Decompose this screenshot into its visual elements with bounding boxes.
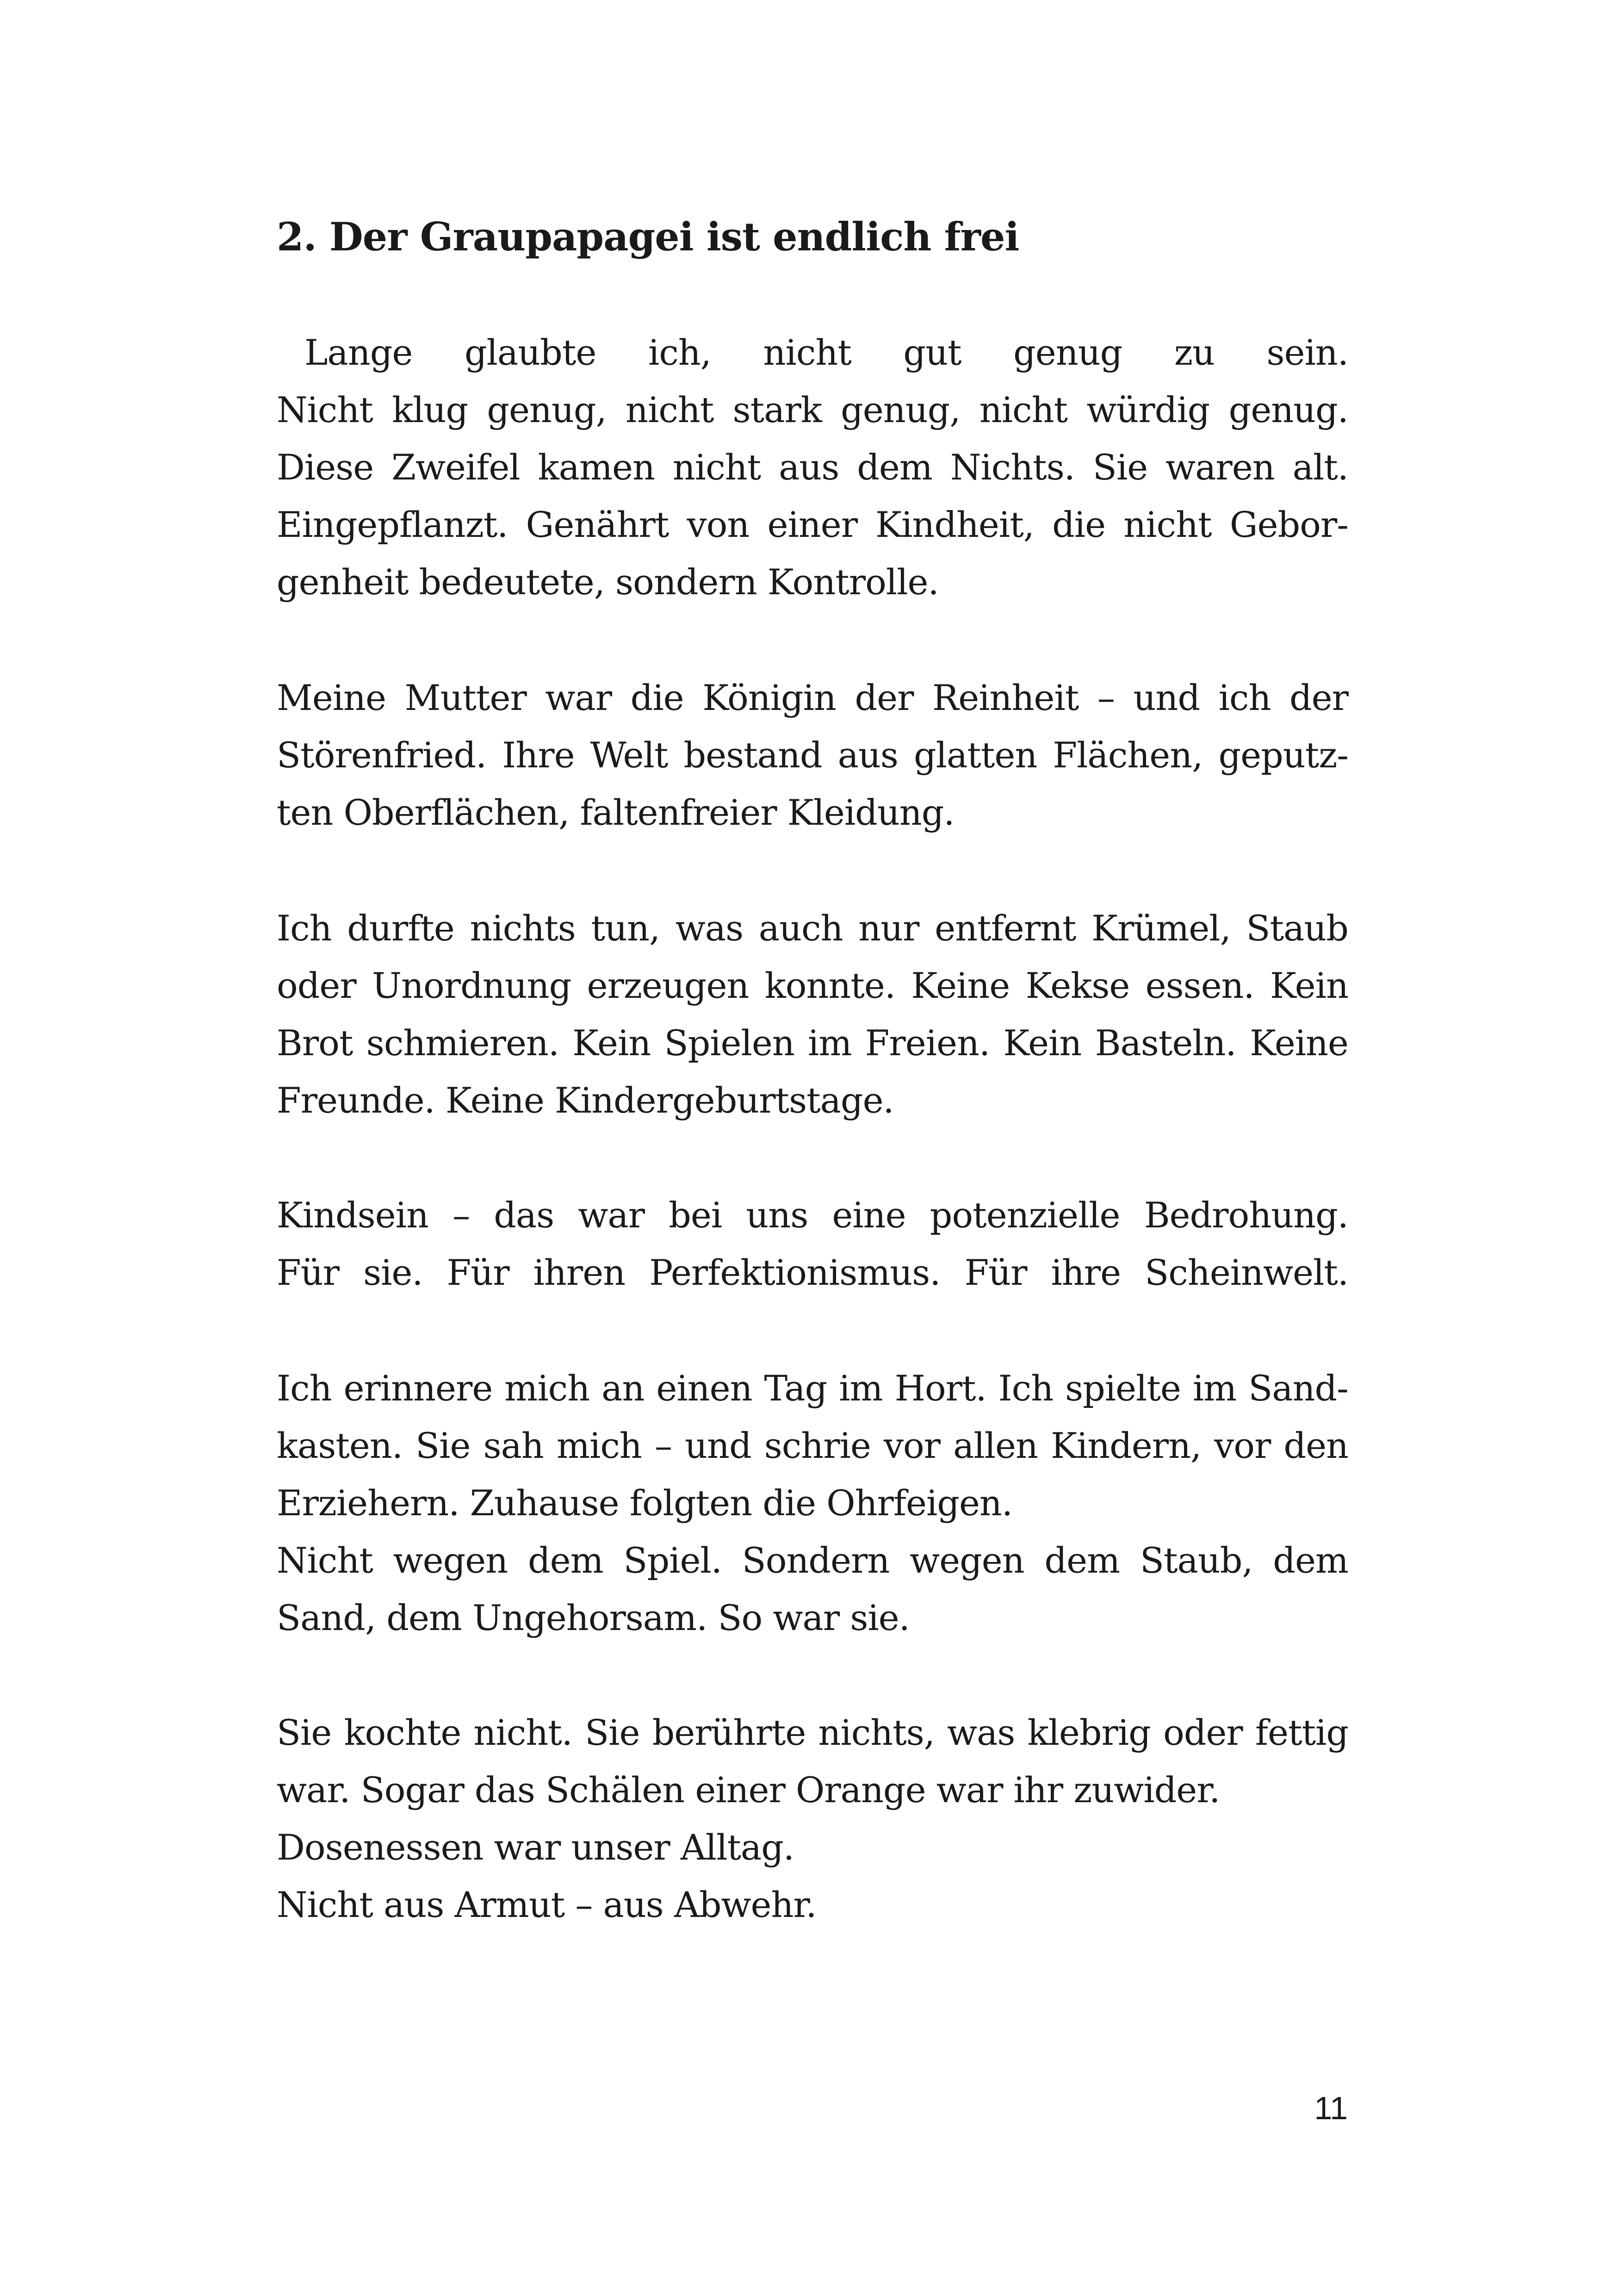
- word: Ihre: [502, 734, 575, 776]
- word: Reinheit: [932, 677, 1079, 718]
- word: nicht.: [473, 1712, 572, 1753]
- word: –: [654, 1425, 672, 1466]
- word: sah: [483, 1425, 544, 1466]
- word: der: [855, 677, 914, 718]
- word: nicht: [1123, 504, 1212, 545]
- word: Ich: [277, 1368, 332, 1409]
- word: konnte.: [764, 965, 896, 1006]
- word: genug.: [1228, 389, 1348, 430]
- word: Kekse: [1025, 965, 1130, 1006]
- word: Lange: [304, 332, 413, 373]
- word: Zweifel: [391, 447, 520, 488]
- word: ihre: [1051, 1252, 1121, 1293]
- word: Ich: [998, 1368, 1054, 1409]
- word: Scheinwelt.: [1145, 1252, 1348, 1293]
- paragraph-4: [277, 1187, 1348, 1301]
- word: Welt: [590, 734, 668, 776]
- text-line: Erziehern. Zuhause folgten die Ohrfeigen.: [277, 1482, 1013, 1524]
- word: Königin: [702, 677, 836, 718]
- word: nur: [858, 908, 919, 949]
- chapter-title: 2. Der Graupapagei ist endlich frei: [277, 214, 1019, 260]
- text-line: [277, 1704, 1348, 1761]
- word: im: [808, 1022, 852, 1064]
- paragraph-3: [277, 900, 1348, 1129]
- word: ihren: [533, 1252, 626, 1293]
- word: was: [675, 908, 744, 949]
- text-line: [277, 496, 1348, 554]
- word: der: [1289, 677, 1348, 718]
- word: schmieren.: [366, 1022, 559, 1064]
- word: –: [1097, 677, 1115, 718]
- word: fettig: [1255, 1712, 1348, 1753]
- word: Basteln.: [1095, 1022, 1236, 1064]
- text-line: genheit bedeutete, sondern Kontrolle.: [277, 561, 939, 603]
- word: glatten: [914, 734, 1037, 776]
- word: Spielen: [664, 1022, 794, 1064]
- text-line: [277, 727, 1348, 784]
- word: würdig: [1086, 389, 1210, 430]
- word: genug,: [841, 389, 961, 430]
- word: Keine: [911, 965, 1010, 1006]
- text-line: [277, 1532, 1348, 1589]
- word: die: [1052, 504, 1106, 545]
- word: Nicht: [277, 389, 373, 430]
- word: Meine: [277, 677, 386, 718]
- word: mich: [556, 1425, 642, 1466]
- word: und: [1133, 677, 1200, 718]
- word: Sie: [415, 1425, 471, 1466]
- word: einen: [656, 1368, 752, 1409]
- word: Tag: [764, 1368, 827, 1409]
- word: den: [1283, 1425, 1348, 1466]
- word: Sondern: [742, 1540, 890, 1581]
- word: Kindsein: [277, 1195, 428, 1236]
- word: alt.: [1292, 447, 1348, 488]
- text-line: Freunde. Keine Kindergeburtstage.: [277, 1080, 894, 1121]
- text-line: [277, 324, 1348, 381]
- text-line: Nicht aus Armut – aus Abwehr.: [277, 1884, 817, 1925]
- word: eine: [832, 1195, 906, 1236]
- word: nichts,: [818, 1712, 935, 1753]
- text-line: [277, 1187, 1348, 1244]
- word: wegen: [910, 1540, 1024, 1581]
- word: spielte: [1065, 1368, 1181, 1409]
- word: bei: [669, 1195, 722, 1236]
- word: ich,: [648, 332, 711, 373]
- word: oder: [277, 965, 356, 1006]
- word: vor: [883, 1425, 940, 1466]
- word: kasten.: [277, 1425, 403, 1466]
- word: erzeugen: [587, 965, 749, 1006]
- word: Perfektionismus.: [649, 1252, 941, 1293]
- word: uns: [746, 1195, 808, 1236]
- word: Mutter: [404, 677, 527, 718]
- word: dem: [857, 447, 932, 488]
- word: Staub,: [1140, 1540, 1253, 1581]
- word: oder: [1163, 1712, 1243, 1753]
- text-line: [277, 1360, 1348, 1417]
- word: Für: [964, 1252, 1027, 1293]
- word: Sand-: [1248, 1368, 1348, 1409]
- word: nicht: [672, 447, 761, 488]
- word: Kein: [1270, 965, 1348, 1006]
- text-line: Sand, dem Ungehorsam. So war sie.: [277, 1597, 910, 1638]
- word: das: [494, 1195, 554, 1236]
- word: Diese: [277, 447, 374, 488]
- word: sie.: [363, 1252, 423, 1293]
- word: Kein: [572, 1022, 651, 1064]
- word: Nicht: [277, 1540, 373, 1581]
- word: klebrig: [1027, 1712, 1151, 1753]
- text-line: Dosenessen war unser Alltag.: [277, 1827, 794, 1868]
- text-line: [277, 1417, 1348, 1475]
- word: Staub: [1246, 908, 1348, 949]
- word: war: [578, 1195, 645, 1236]
- word: Hort.: [894, 1368, 986, 1409]
- word: Sie: [277, 1712, 332, 1753]
- word: bestand: [683, 734, 822, 776]
- page-number: 11: [1314, 2090, 1348, 2126]
- text-line: war. Sogar das Schälen einer Orange war ihr zuwider.: [277, 1769, 1220, 1811]
- word: dem: [527, 1540, 603, 1581]
- word: Für: [446, 1252, 509, 1293]
- word: war: [545, 677, 612, 718]
- word: Flächen,: [1053, 734, 1203, 776]
- text-line: [277, 439, 1348, 496]
- paragraph-5: [277, 1360, 1348, 1647]
- word: klug: [392, 389, 468, 430]
- word: dem: [1044, 1540, 1120, 1581]
- word: waren: [1165, 447, 1275, 488]
- word: glaubte: [464, 332, 596, 373]
- text-line: [277, 669, 1348, 727]
- word: Sie: [585, 1712, 640, 1753]
- word: im: [1192, 1368, 1237, 1409]
- word: essen.: [1145, 965, 1254, 1006]
- paragraph-6: [277, 1704, 1348, 1934]
- word: an: [601, 1368, 645, 1409]
- word: genug,: [487, 389, 607, 430]
- word: wegen: [393, 1540, 508, 1581]
- paragraph-1: [277, 324, 1348, 611]
- word: Sie: [1092, 447, 1148, 488]
- word: was: [947, 1712, 1015, 1753]
- word: gut: [903, 332, 961, 373]
- word: erinnere: [343, 1368, 493, 1409]
- word: im: [839, 1368, 883, 1409]
- text-line: [277, 1014, 1348, 1072]
- text-line: [277, 900, 1348, 957]
- text-line: [277, 1244, 1348, 1301]
- word: –: [453, 1195, 470, 1236]
- word: Kein: [1003, 1022, 1082, 1064]
- word: Gebor-: [1229, 504, 1348, 545]
- word: tun,: [591, 908, 660, 949]
- word: Bedrohung.: [1144, 1195, 1348, 1236]
- word: Für: [277, 1252, 340, 1293]
- word: schrie: [764, 1425, 871, 1466]
- word: nicht: [763, 332, 851, 373]
- word: zu: [1174, 332, 1215, 373]
- word: Krümel,: [1091, 908, 1231, 949]
- word: Spiel.: [623, 1540, 722, 1581]
- word: entfernt: [935, 908, 1076, 949]
- word: allen: [953, 1425, 1038, 1466]
- word: nicht: [979, 389, 1068, 430]
- word: Kindheit,: [875, 504, 1034, 545]
- word: Genährt: [526, 504, 669, 545]
- word: Freien.: [865, 1022, 990, 1064]
- word: genug: [1013, 332, 1122, 373]
- word: aus: [837, 734, 898, 776]
- word: Ich: [277, 908, 332, 949]
- word: ich: [1218, 677, 1271, 718]
- word: und: [685, 1425, 751, 1466]
- word: Keine: [1249, 1022, 1348, 1064]
- word: dem: [1273, 1540, 1348, 1581]
- word: stark: [732, 389, 822, 430]
- word: kamen: [538, 447, 655, 488]
- word: Nichts.: [950, 447, 1075, 488]
- word: mich: [504, 1368, 590, 1409]
- word: berührte: [652, 1712, 806, 1753]
- word: sein.: [1266, 332, 1348, 373]
- word: auch: [758, 908, 843, 949]
- paragraph-2: [277, 669, 1348, 841]
- word: Kindern,: [1051, 1425, 1202, 1466]
- word: nicht: [626, 389, 714, 430]
- word: potenzielle: [930, 1195, 1120, 1236]
- word: durfte: [347, 908, 454, 949]
- text-line: ten Oberflächen, faltenfreier Kleidung.: [277, 792, 955, 833]
- word: geputz-: [1218, 734, 1348, 776]
- word: vor: [1214, 1425, 1271, 1466]
- word: Störenfried.: [277, 734, 487, 776]
- text-line: [277, 381, 1348, 439]
- word: von: [687, 504, 750, 545]
- text-line: [277, 957, 1348, 1014]
- word: kochte: [344, 1712, 461, 1753]
- word: Eingepflanzt.: [277, 504, 508, 545]
- word: nichts: [470, 908, 576, 949]
- word: einer: [767, 504, 858, 545]
- word: Unordnung: [372, 965, 571, 1006]
- word: die: [630, 677, 684, 718]
- word: aus: [779, 447, 839, 488]
- word: Brot: [277, 1022, 353, 1064]
